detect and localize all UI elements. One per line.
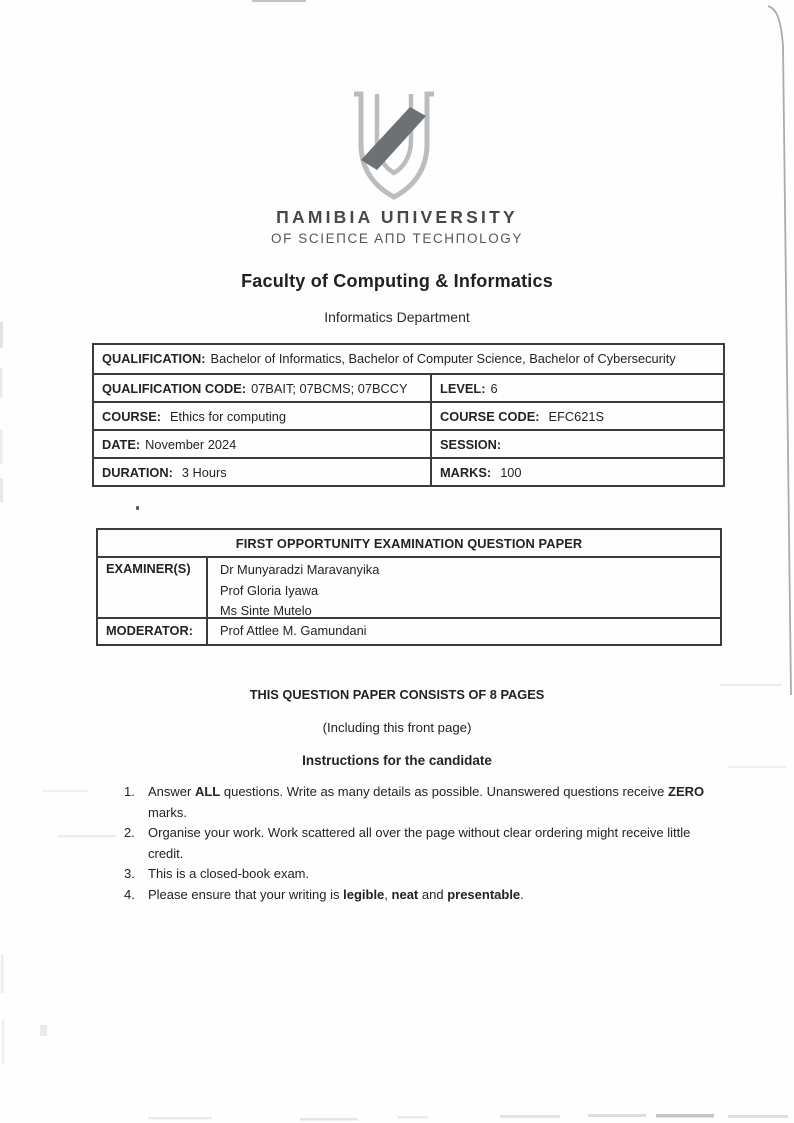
table-row-examiners	[98, 558, 720, 619]
date-cell	[94, 431, 432, 457]
instruction-text: Answer ALL questions. Write as many details as possible. Unanswered questions receive ZERO marks.	[148, 784, 705, 820]
table-row-qualification-code	[94, 373, 723, 401]
front-page-notice: (Including this front page)	[322, 720, 472, 735]
moderator-label: MODERATOR:	[98, 619, 208, 644]
level-cell	[432, 375, 723, 401]
page-edge-shadow	[768, 6, 791, 695]
table-row-qualification	[94, 345, 723, 373]
exam-paper-title: FIRST OPPORTUNITY EXAMINATION QUESTION PAPER	[98, 530, 720, 558]
qualification-code-label: QUALIFICATION CODE:	[102, 381, 247, 396]
instruction-text: Organise your work. Work scattered all over the page without clear ordering might receive little credit.	[148, 825, 691, 861]
instruction-number: 3.	[124, 866, 135, 881]
examiners-label: EXAMINER(S)	[98, 558, 208, 617]
duration-value: 3 Hours	[181, 465, 227, 480]
ink-speck	[136, 506, 139, 510]
qualification-cell	[94, 345, 723, 373]
department-title: Informatics Department	[324, 309, 470, 325]
faculty-title: Faculty of Computing & Informatics	[241, 271, 553, 291]
duration-label: DURATION:	[102, 465, 173, 480]
university-shield-logo	[346, 86, 442, 204]
instruction-item	[124, 782, 710, 823]
examiner-name: Ms Sinte Mutelo	[220, 603, 312, 618]
examiners-list	[208, 558, 720, 617]
table-row-moderator	[98, 619, 720, 644]
course-label: COURSE:	[102, 409, 162, 424]
instruction-number: 1.	[124, 784, 135, 799]
university-subname: OF SCIEΠCE AΠD TECHΠOLOGY	[270, 231, 524, 246]
university-name: ΠAMIBIA UΠIVERSITY	[276, 207, 518, 227]
table-row-date	[94, 429, 723, 457]
qualification-value: Bachelor of Informatics, Bachelor of Computer Science, Bachelor of Cybersecurity	[210, 351, 676, 366]
instruction-item	[124, 864, 710, 885]
session-cell	[432, 431, 723, 457]
instruction-text: This is a closed-book exam.	[148, 866, 310, 881]
instruction-number: 4.	[124, 886, 135, 902]
qualification-code-value: 07BAIT; 07BCMS; 07BCCY	[251, 381, 408, 396]
table-row-duration	[94, 457, 723, 485]
instruction-item	[124, 885, 710, 906]
course-cell	[94, 403, 432, 429]
date-label: DATE:	[102, 437, 141, 452]
level-value: 6	[490, 381, 498, 396]
marks-label: MARKS:	[440, 465, 492, 480]
course-value: Ethics for computing	[170, 409, 286, 424]
qualification-code-cell	[94, 375, 432, 401]
examination-table	[96, 528, 722, 646]
table-row-course	[94, 401, 723, 429]
duration-cell	[94, 459, 432, 485]
marks-cell	[432, 459, 723, 485]
qualification-label: QUALIFICATION:	[102, 351, 206, 366]
instruction-text: Please ensure that your writing is legible, neat and presentable.	[148, 886, 524, 902]
instructions-heading: Instructions for the candidate	[302, 753, 492, 768]
page-count-notice: THIS QUESTION PAPER CONSISTS OF 8 PAGES	[249, 687, 545, 702]
session-label: SESSION:	[440, 437, 502, 452]
level-label: LEVEL:	[440, 381, 486, 396]
course-details-table	[92, 343, 725, 487]
instruction-item	[124, 823, 710, 864]
marks-value: 100	[500, 465, 522, 480]
date-value: November 2024	[145, 437, 237, 452]
instruction-number: 2.	[124, 825, 135, 840]
moderator-name: Prof Attlee M. Gamundani	[220, 623, 367, 638]
course-code-cell	[432, 403, 723, 429]
course-code-value: EFC621S	[548, 409, 605, 424]
course-code-label: COURSE CODE:	[440, 409, 540, 424]
examiner-name: Dr Munyaradzi Maravanyika	[220, 562, 380, 577]
examiner-name: Prof Gloria Iyawa	[220, 582, 319, 598]
instruction-list	[124, 782, 710, 905]
shield-band	[361, 107, 426, 170]
